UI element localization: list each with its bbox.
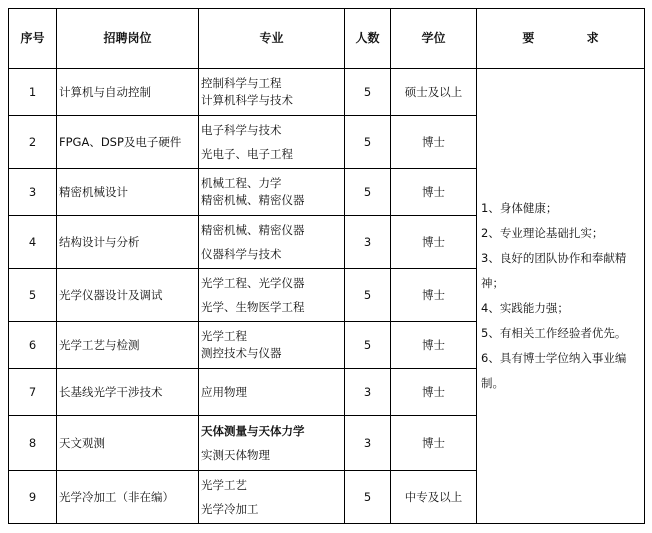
major-line: 光学工程 <box>201 329 247 343</box>
requirement-item: 1、身体健康； <box>481 201 558 215</box>
position-cell: FPGA、DSP及电子硬件 <box>57 116 199 169</box>
header-count: 人数 <box>345 9 391 69</box>
degree-cell: 硕士及以上 <box>391 69 477 116</box>
major-line: 光学工程、光学仪器 <box>201 276 305 290</box>
major-cell <box>199 69 345 116</box>
seq-cell: 4 <box>9 216 57 269</box>
major-line: 测控技术与仪器 <box>201 346 282 360</box>
header-major: 专业 <box>199 9 345 69</box>
major-cell <box>199 116 345 169</box>
major-line: 计算机科学与技术 <box>201 93 293 107</box>
major-line: 光学冷加工 <box>201 502 259 516</box>
major-cell <box>199 269 345 322</box>
count-cell: 5 <box>345 116 391 169</box>
major-cell <box>199 369 345 416</box>
header-seq: 序号 <box>9 9 57 69</box>
count-cell: 3 <box>345 369 391 416</box>
degree-cell: 博士 <box>391 169 477 216</box>
position-cell: 精密机械设计 <box>57 169 199 216</box>
major-line: 光学、生物医学工程 <box>201 300 305 314</box>
degree-cell: 博士 <box>391 322 477 369</box>
header-position: 招聘岗位 <box>57 9 199 69</box>
requirement-item: 3、良好的团队协作和奉献精神； <box>481 251 627 290</box>
table-body <box>9 69 645 524</box>
seq-cell: 2 <box>9 116 57 169</box>
header-row <box>9 9 645 69</box>
major-line: 光学工艺 <box>201 478 247 492</box>
count-cell: 5 <box>345 322 391 369</box>
requirement-item: 5、有相关工作经验者优先。 <box>481 326 627 340</box>
major-line: 精密机械、精密仪器 <box>201 223 305 237</box>
degree-cell: 博士 <box>391 269 477 322</box>
table-row <box>9 69 645 116</box>
degree-cell: 博士 <box>391 369 477 416</box>
header-degree: 学位 <box>391 9 477 69</box>
position-cell: 长基线光学干涉技术 <box>57 369 199 416</box>
requirement-item: 2、专业理论基础扎实； <box>481 226 604 240</box>
major-line: 光电子、电子工程 <box>201 147 293 161</box>
count-cell: 5 <box>345 269 391 322</box>
position-cell: 计算机与自动控制 <box>57 69 199 116</box>
major-line: 实测天体物理 <box>201 448 270 462</box>
degree-cell: 博士 <box>391 216 477 269</box>
requirement-item: 6、具有博士学位纳入事业编制。 <box>481 351 627 390</box>
position-cell: 光学仪器设计及调试 <box>57 269 199 322</box>
major-cell <box>199 471 345 524</box>
major-line: 仪器科学与技术 <box>201 247 282 261</box>
major-cell <box>199 169 345 216</box>
seq-cell: 6 <box>9 322 57 369</box>
seq-cell: 3 <box>9 169 57 216</box>
major-cell <box>199 322 345 369</box>
seq-cell: 9 <box>9 471 57 524</box>
major-line: 应用物理 <box>201 384 247 399</box>
major-line: 电子科学与技术 <box>201 123 282 137</box>
seq-cell: 8 <box>9 416 57 471</box>
major-cell <box>199 416 345 471</box>
position-cell: 光学冷加工（非在编） <box>57 471 199 524</box>
major-line: 机械工程、力学 <box>201 176 282 190</box>
degree-cell: 博士 <box>391 416 477 471</box>
seq-cell: 5 <box>9 269 57 322</box>
recruitment-table <box>8 8 645 524</box>
position-cell: 天文观测 <box>57 416 199 471</box>
major-line: 天体测量与天体力学 <box>201 424 305 438</box>
count-cell: 3 <box>345 216 391 269</box>
major-line: 精密机械、精密仪器 <box>201 193 305 207</box>
position-cell: 光学工艺与检测 <box>57 322 199 369</box>
header-requirements: 要 求 <box>477 9 645 69</box>
count-cell: 5 <box>345 69 391 116</box>
seq-cell: 7 <box>9 369 57 416</box>
major-line: 控制科学与工程 <box>201 76 282 90</box>
requirements-cell <box>477 69 645 524</box>
degree-cell: 中专及以上 <box>391 471 477 524</box>
count-cell: 3 <box>345 416 391 471</box>
degree-cell: 博士 <box>391 116 477 169</box>
seq-cell: 1 <box>9 69 57 116</box>
count-cell: 5 <box>345 471 391 524</box>
count-cell: 5 <box>345 169 391 216</box>
position-cell: 结构设计与分析 <box>57 216 199 269</box>
major-cell <box>199 216 345 269</box>
requirement-item: 4、实践能力强； <box>481 301 569 315</box>
